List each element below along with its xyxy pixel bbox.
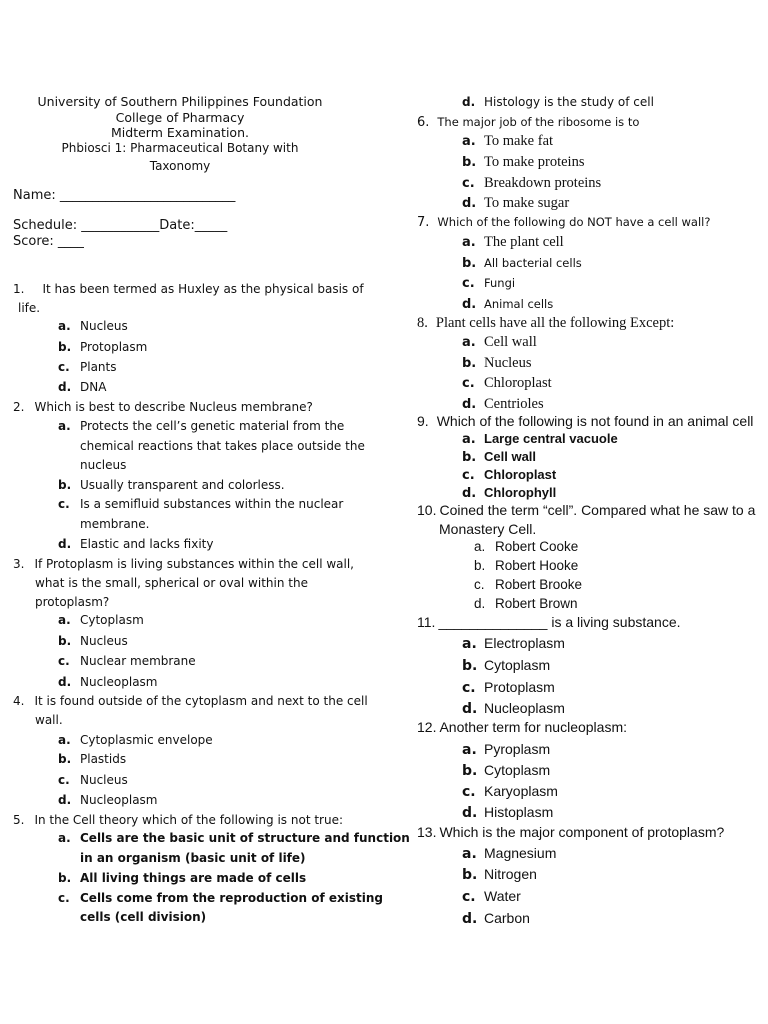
option-13c: c. Water (462, 888, 521, 905)
question-number: 1. (13, 282, 25, 296)
option-11c: c. Protoplasm (462, 679, 555, 696)
question-13: 13. Which is the major component of protoplasm? (417, 824, 725, 840)
option-2b: b. Usually transparent and colorless. (58, 478, 285, 492)
option-7c: c. Fungi (462, 276, 516, 291)
option-12b: b. Cytoplasm (462, 762, 551, 779)
header-university: University of Southern Philippines Foundation (37, 94, 323, 109)
option-13d: d. Carbon (462, 910, 530, 927)
option-5a: a. Cells are the basic unit of structure and function (58, 831, 410, 845)
option-10d: d. Robert Brown (474, 596, 578, 611)
question-2: 2. Which is best to describe Nucleus membrane? (13, 400, 313, 414)
question-5: 5. In the Cell theory which of the following is not true: (13, 813, 344, 827)
option-13b: b. Nitrogen (462, 866, 537, 883)
option-9d: d. Chlorophyll (462, 485, 557, 501)
score-field: Score: ____ (13, 234, 84, 249)
question-12: 12. Another term for nucleoplasm: (417, 719, 627, 735)
option-1d: d. DNA (58, 380, 107, 394)
option-5c-cont: cells (cell division) (80, 910, 207, 924)
option-2d: d. Elastic and lacks fixity (58, 537, 214, 551)
option-10c: c. Robert Brooke (474, 577, 583, 592)
option-9b: b. Cell wall (462, 449, 537, 465)
question-11: 11. ______________ is a living substance. (417, 614, 681, 630)
option-9c: c. Chloroplast (462, 467, 557, 483)
option-6c: c. Breakdown proteins (462, 175, 602, 191)
option-2c: c. Is a semifluid substances within the nuclear (58, 497, 344, 511)
question-1 (13, 280, 364, 300)
option-4b: b. Plastids (58, 752, 127, 766)
header-exam: Midterm Examination. (111, 125, 249, 140)
option-8d: d. Centrioles (462, 396, 544, 412)
option-7a: a. The plant cell (462, 234, 564, 250)
option-3a: a. Cytoplasm (58, 613, 144, 627)
option-6d: d. To make sugar (462, 195, 570, 211)
option-5b: b. All living things are made of cells (58, 871, 307, 885)
question-8: 8. Plant cells have all the following Except: (417, 315, 675, 331)
option-12c: c. Karyoplasm (462, 783, 558, 800)
option-12d: d. Histoplasm (462, 804, 554, 821)
schedule-date-field: Schedule: ____________Date:_____ (13, 218, 228, 233)
option-2a-cont2: nucleus (80, 458, 127, 472)
question-10: 10. Coined the term “cell”. Compared what he saw to a (417, 502, 756, 518)
option-3c: c. Nuclear membrane (58, 654, 196, 668)
option-3d: d. Nucleoplasm (58, 675, 158, 689)
question-3-cont: what is the small, spherical or oval within the (35, 576, 308, 590)
header-course: Phbiosci 1: Pharmaceutical Botany with (61, 141, 299, 155)
option-11a: a. Electroplasm (462, 635, 565, 652)
option-2c-cont: membrane. (80, 517, 150, 531)
question-4-cont: wall. (35, 713, 63, 727)
option-13a: a. Magnesium (462, 845, 557, 862)
question-6: 6. The major job of the ribosome is to (417, 115, 640, 130)
option-5d: d. Histology is the study of cell (462, 95, 654, 109)
option-7b: b. All bacterial cells (462, 256, 582, 271)
option-3b: b. Nucleus (58, 634, 128, 648)
question-1-cont: life. (18, 301, 41, 315)
option-5c: c. Cells come from the reproduction of existing (58, 891, 383, 905)
option-6a: a. To make fat (462, 133, 554, 149)
option-8c: c. Chloroplast (462, 375, 552, 391)
option-10b: b. Robert Hooke (474, 558, 579, 573)
option-9a: a. Large central vacuole (462, 431, 618, 447)
option-12a: a. Pyroplasm (462, 741, 551, 758)
option-4c: c. Nucleus (58, 773, 128, 787)
option-11d: d. Nucleoplasm (462, 700, 565, 717)
option-5a-cont: in an organism (basic unit of life) (80, 851, 306, 865)
question-3-cont2: protoplasm? (35, 595, 110, 609)
question-10-cont: Monastery Cell. (439, 521, 537, 537)
name-field: Name: ___________________________ (13, 188, 236, 203)
option-8b: b. Nucleus (462, 355, 532, 371)
question-text: It has been termed as Huxley as the physical basis of (42, 282, 364, 296)
option-10a: a. Robert Cooke (474, 539, 579, 554)
question-9: 9. Which of the following is not found in an animal cell (417, 413, 754, 429)
question-4: 4. It is found outside of the cytoplasm and next to the cell (13, 694, 368, 708)
option-4a: a. Cytoplasmic envelope (58, 733, 213, 747)
option-1c: c. Plants (58, 360, 117, 374)
option-1b: b. Protoplasm (58, 340, 148, 354)
question-7: 7. Which of the following do NOT have a cell wall? (417, 215, 711, 230)
option-7d: d. Animal cells (462, 297, 554, 312)
option-1a: a. Nucleus (58, 319, 128, 333)
header-college: College of Pharmacy (115, 109, 245, 125)
option-2a: a. Protects the cell’s genetic material from the (58, 419, 345, 433)
header-course-2: Taxonomy (149, 159, 211, 173)
option-11b: b. Cytoplasm (462, 657, 551, 674)
option-8a: a. Cell wall (462, 334, 537, 350)
option-2a-cont: chemical reactions that takes place outside the (80, 439, 365, 453)
option-6b: b. To make proteins (462, 154, 585, 170)
option-4d: d. Nucleoplasm (58, 793, 158, 807)
question-3: 3. If Protoplasm is living substances within the cell wall, (13, 557, 354, 571)
